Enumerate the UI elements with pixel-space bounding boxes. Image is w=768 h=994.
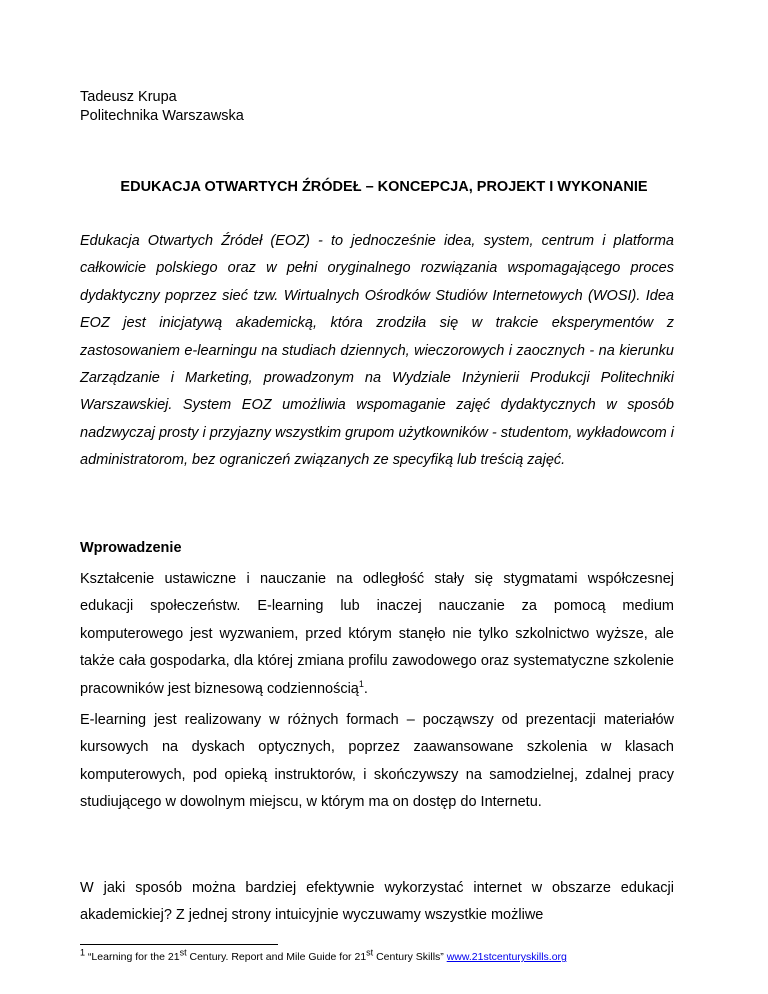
footnote-link[interactable]: www.21stcenturyskills.org bbox=[446, 951, 567, 963]
intro-paragraph-2: E-learning jest realizowany w różnych formach – począwszy od prezentacji materiałów kursowych na dyskach optycznych, poprzez zaawansowane szkolenia w klasach komputerowych, pod opieką instruktorów, i skończywszy na samodzielnej, zdalnej pracy studiującego w dowolnym miejscu, w którym ma on dostęp do Internetu. bbox=[80, 712, 674, 811]
footnote-reference: 1 bbox=[358, 678, 364, 689]
footnote-text-2: Century. Report and Mile Guide for 21 bbox=[186, 951, 367, 963]
intro-paragraph-1 bbox=[80, 566, 674, 703]
section-heading-intro: Wprowadzenie bbox=[80, 540, 182, 556]
footnote-sup-2: st bbox=[366, 947, 374, 958]
footnote-text-1: “Learning for the 21 bbox=[85, 951, 180, 963]
intro-paragraph-1-end: . bbox=[363, 680, 368, 697]
author-affiliation: Politechnika Warszawska bbox=[80, 108, 244, 124]
author-name: Tadeusz Krupa bbox=[80, 89, 177, 105]
footnote-sup-1: st bbox=[179, 947, 187, 958]
footnote bbox=[80, 947, 567, 964]
intro-paragraph-3: W jaki sposób można bardziej efektywnie wykorzystać internet w obszarze edukacji akademickiej? Z jednej strony intuicyjnie wyczuwamy wszystkie możliwe bbox=[80, 880, 674, 924]
document-title: EDUKACJA OTWARTYCH ŹRÓDEŁ – KONCEPCJA, PROJEKT I WYKONANIE bbox=[120, 179, 648, 195]
footnote-divider bbox=[80, 944, 278, 945]
abstract-paragraph: Edukacja Otwartych Źródeł (EOZ) - to jednocześnie idea, system, centrum i platforma całkowicie polskiego oraz w pełni oryginalnego rozwiązania wspomagającego proces dydaktyczny poprzez sieć tzw. Wirtualnych Ośrodków Studiów Internetowych (WOSI). Idea EOZ jest inicjatywą akademicką, która zrodziła się w trakcie eksperymentów z zastosowaniem e-learningu na studiach dziennych, wieczorowych i zaocznych - na kierunku Zarządzanie i Marketing, prowadzonym na Wydziale Inżynierii Produkcji Politechniki Warszawskiej. System EOZ umożliwia wspomaganie zajęć dydaktycznych w sposób nadzwyczaj prosty i przyjazny wszystkim grupom użytkowników - studentom, wykładowcom i administratorom, bez ograniczeń związanych ze specyfiką lub treścią zajęć. bbox=[80, 233, 674, 469]
author-block bbox=[80, 88, 244, 126]
footnote-number: 1 bbox=[80, 947, 86, 958]
intro-paragraph-1-text: Kształcenie ustawiczne i nauczanie na odległość stały się stygmatami współczesnej edukacji społeczeństw. E-learning lub inaczej nauczanie za pomocą medium komputerowego jest wyzwaniem, przed którym stanęło nie tylko szkolnictwo wyższe, ale także cała gospodarka, dla której zmiana profilu zawodowego oraz systematyczne szkolenie pracowników jest biznesową codziennością bbox=[80, 571, 674, 697]
footnote-text-3: Century Skills” bbox=[373, 951, 447, 963]
